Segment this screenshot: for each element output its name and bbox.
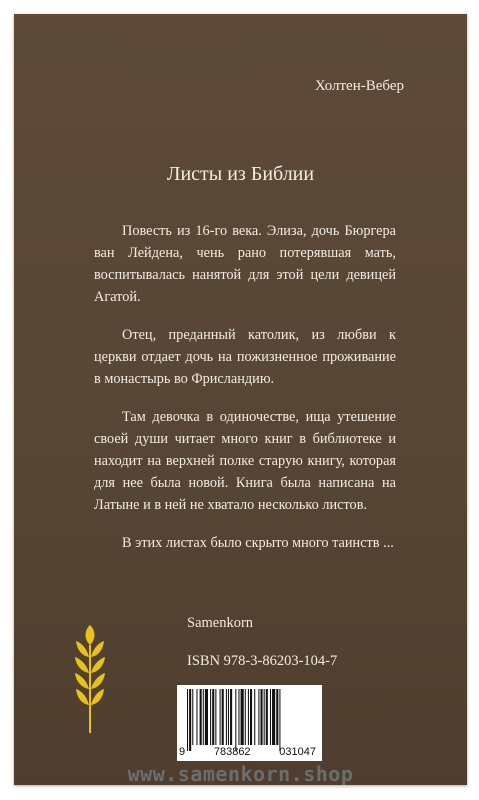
barcode-bars <box>177 689 322 751</box>
barcode <box>177 685 322 761</box>
barcode-bar <box>279 689 280 751</box>
book-title: Листы из Библии <box>166 163 315 185</box>
barcode-bar <box>220 689 221 745</box>
barcode-bar <box>241 689 244 745</box>
barcode-bar <box>212 689 214 745</box>
blurb-paragraph: В этих листах было скрыто много таинств ... <box>122 535 394 551</box>
barcode-bar <box>222 689 224 745</box>
barcode-digits <box>177 746 322 758</box>
barcode-bar <box>264 689 265 745</box>
barcode-bar <box>226 689 227 745</box>
barcode-bar <box>200 689 202 745</box>
barcode-bar <box>192 689 193 745</box>
isbn-number: ISBN 978-3-86203-104-7 <box>187 653 338 669</box>
barcode-bar <box>272 689 275 745</box>
barcode-bar <box>270 689 271 745</box>
barcode-bar <box>235 689 236 751</box>
barcode-bar <box>254 689 255 745</box>
barcode-bar <box>245 689 246 745</box>
barcode-bar <box>187 689 188 751</box>
barcode-bar <box>250 689 252 745</box>
shop-watermark: www.samenkorn.shop <box>127 762 354 785</box>
book-back-cover <box>14 14 467 785</box>
barcode-bar <box>205 689 208 745</box>
barcode-bar <box>276 689 278 745</box>
barcode-bar <box>203 689 204 745</box>
author-name: Холтен-Вебер <box>314 78 404 94</box>
blurb-paragraph: Там девочка в одиночестве, ища утешение своей души читает много книг в библиотеке и находит на верхней полке старую книгу, которая для нее была новой. Книга была написана на Латыне и в ней не хватало несколько листов. <box>94 409 396 513</box>
blurb-paragraph: Повесть из 16-го века. Элиза, дочь Бюргера ван Лейдена, чень рано потерявшая мать, воспитывалась нанятой для этой цели девицей Агатой. <box>94 223 396 305</box>
barcode-right-digits: 031047 <box>279 746 316 758</box>
barcode-bar <box>189 689 191 751</box>
barcode-lead-digit: 9 <box>179 746 186 758</box>
wheat-icon <box>70 621 110 735</box>
barcode-bar <box>230 689 232 745</box>
blurb-paragraph: Отец, преданный католик, из любви к церкви отдает дочь на пожизненное проживание в монастырь во Фрисландию. <box>94 327 396 387</box>
barcode-bar <box>238 689 239 745</box>
barcode-bar <box>261 689 263 745</box>
barcode-bar <box>266 689 268 745</box>
barcode-bar <box>248 689 249 745</box>
barcode-bar <box>210 689 211 745</box>
blurb-text <box>94 220 396 570</box>
barcode-left-digits: 783862 <box>213 746 251 758</box>
publisher-name: Samenkorn <box>187 615 254 631</box>
barcode-bar <box>196 689 197 745</box>
barcode-bar <box>258 689 259 745</box>
barcode-bar <box>228 689 229 745</box>
barcode-bar <box>215 689 216 745</box>
